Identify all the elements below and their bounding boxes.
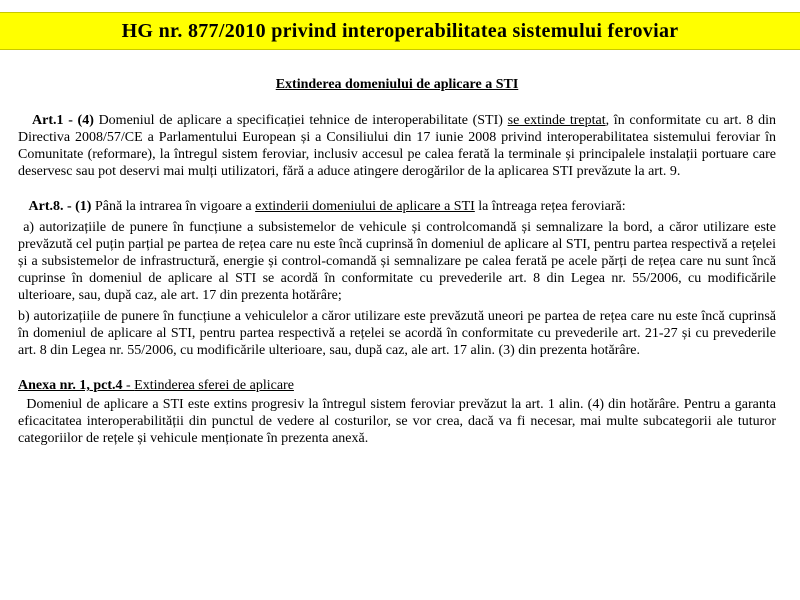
item-a-text: a) autorizațiile de punere în funcțiune a subsistemelor de vehicule și controlcomandă și semnalizare la bord, a căror utilizare este prevăzută cel puțin parțial pe partea de rețea care nu este încă cuprinsă în domeniul de aplicare al STI, pentru partea respectivă a rețelei și a subsistemelor de infrastructură, energie și control-comandă și semnalizare pe calea ferată pe acele părți de rețea care nu sunt încă cuprinse în domeniul de aplicare al STI se acordă în conformitate cu prevederile art. 8 din Legea nr. 55/2006, cu modificările ulterioare, sau, după caz, ale art. 17 din prezenta hotărâre;: [18, 220, 777, 303]
anexa-label: Anexa nr. 1, pct.4: [18, 378, 123, 393]
article-1-underlined: se extinde treptat: [507, 113, 606, 128]
article-8-item-a: [18, 219, 776, 304]
anexa-heading-text: Extinderea sferei de aplicare: [134, 378, 294, 393]
anexa-paragraph: [18, 396, 776, 447]
anexa-separator: -: [122, 378, 135, 393]
anexa-heading: [18, 377, 776, 394]
article-1-paragraph: [18, 112, 776, 180]
article-8-text-after: la întreaga rețea feroviară:: [474, 199, 626, 214]
article-8-text-before: Până la intrarea în vigoare a: [91, 199, 256, 214]
document-body: [18, 76, 776, 447]
title-banner: [0, 12, 800, 50]
article-8-paragraph: [18, 198, 776, 215]
article-8-underlined: extinderii domeniului de aplicare a STI: [255, 199, 475, 214]
article-8-item-b: b) autorizațiile de punere în funcțiune a vehiculelor a căror utilizare este prevăzută uneori pe partea de rețea care nu este încă cuprinsă în domeniul de aplicare al STI, pentru partea respectivă a rețelei se acordă în conformitate cu prevederile art. 21-27 și cu prevederile art. 8 din Legea nr. 55/2006, cu modificările ulterioare, sau, după caz, ale art. 17 alin. (3) din prezenta hotărâre.: [18, 309, 776, 358]
article-8-label: Art.8. - (1): [28, 199, 92, 214]
slide-title: HG nr. 877/2010 privind interoperabilitatea sistemului feroviar: [121, 19, 679, 42]
article-1-text-before: Domeniul de aplicare a specificației tehnice de interoperabilitate (STI): [93, 113, 508, 128]
article-1-text-after: , în conformitate cu art. 8 din Directiva 2008/57/CE a Parlamentului European și a Consiliului din 17 iunie 2008 privind interoperabilitatea sistemului feroviar în Comunitate (reformare), la întregul sistem feroviar, inclusiv accesul pe calea ferată la terminale și principalele instalații portuare care deservesc sau pot deservi mai mulți utilizatori, fără a aduce atingere derogărilor de la aplicarea STI prevăzute la art. 9.: [18, 113, 776, 179]
section-heading: Extinderea domeniului de aplicare a STI: [275, 77, 519, 92]
article-1-label: Art.1 - (4): [32, 113, 94, 128]
anexa-text: Domeniul de aplicare a STI este extins progresiv la întregul sistem feroviar prevăzut la art. 1 alin. (4) din hotărâre. Pentru a garanta eficacitatea interoperabilității din punctul de vedere al costurilor, se vor crea, dacă va fi necesar, mai multe subcategorii ale tuturor categoriilor de rețele și vehicule menționate în prezenta anexă.: [18, 397, 776, 446]
